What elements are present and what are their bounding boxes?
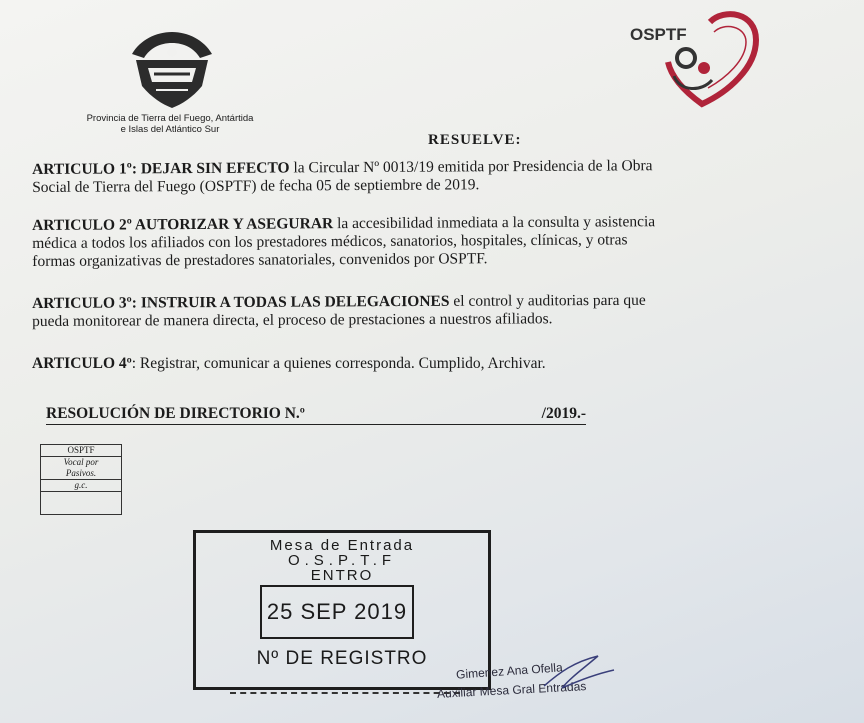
province-coat-of-arms-logo: [126, 28, 218, 117]
article-1-label: ARTICULO 1º: DEJAR SIN EFECTO: [32, 159, 290, 178]
resolution-number-line: [46, 405, 586, 425]
document-title: RESUELVE:: [428, 132, 522, 148]
article-4: [32, 355, 862, 373]
osptf-logo-text: OSPTF: [630, 25, 687, 44]
article-2-line3: formas organizativas de prestadores sanatoriales, convenidos por OSPTF.: [32, 250, 488, 270]
article-1: [32, 156, 862, 197]
article-2-label: ARTICULO 2º AUTORIZAR Y ASEGURAR: [32, 215, 334, 234]
routing-box: [40, 444, 122, 515]
province-caption-line2: e Islas del Atlántico Sur: [120, 124, 220, 135]
reception-stamp: [193, 530, 491, 690]
resolution-year: /2019.-: [541, 405, 586, 422]
stamp-dashed-line: [230, 692, 460, 694]
article-2-line2: médica a todos los afiliados con los prestadores médicos, sanatorios, hospitales, clínicas, y otras: [32, 231, 628, 252]
article-3: [32, 291, 862, 331]
routing-box-empty: [41, 492, 121, 514]
stamp-date: 25 SEP 2019: [260, 585, 414, 639]
signature-name: Gimenez Ana Ofella: [455, 660, 564, 682]
article-1-line2: Social de Tierra del Fuego (OSPTF) de fecha 05 de septiembre de 2019.: [32, 176, 480, 196]
routing-box-header: OSPTF: [41, 445, 121, 457]
routing-box-initials: [41, 480, 121, 492]
handwritten-signature: [540, 652, 620, 697]
article-4-label: ARTICULO 4º: [32, 355, 132, 372]
province-caption: [58, 113, 282, 135]
routing-box-line3: g.c.: [74, 480, 88, 490]
signature-role: Auxiliar Mesa Gral Entradas: [436, 679, 587, 701]
article-3-line1: el control y auditorias para que: [449, 291, 646, 310]
routing-box-line2: Pasivos.: [65, 468, 97, 478]
resolution-label: RESOLUCIÓN DE DIRECTORIO N.º: [46, 405, 305, 422]
routing-box-line1: Vocal por: [63, 457, 99, 467]
osptf-logo: [628, 6, 768, 115]
article-1-line1: la Circular Nº 0013/19 emitida por Presidencia de la Obra: [289, 157, 653, 177]
article-2-line1: la accesibilidad inmediata a la consulta y asistencia: [333, 213, 656, 233]
article-3-line2: pueda monitorear de manera directa, el proceso de prestaciones a nuestros afiliados.: [32, 310, 553, 330]
stamp-line2: O.S.P.T.F: [287, 552, 397, 569]
routing-box-cell: [41, 457, 121, 480]
stamp-registro: Nº DE REGISTRO: [256, 648, 428, 669]
stamp-line1: Mesa de Entrada: [269, 537, 415, 554]
stamp-line3: ENTRO: [310, 567, 374, 584]
province-caption-line1: Provincia de Tierra del Fuego, Antártida: [86, 113, 254, 124]
article-2: [32, 212, 862, 271]
article-4-text: : Registrar, comunicar a quienes corresponda. Cumplido, Archivar.: [131, 355, 546, 372]
article-3-label: ARTICULO 3º: INSTRUIR A TODAS LAS DELEGACIONES: [32, 292, 450, 312]
